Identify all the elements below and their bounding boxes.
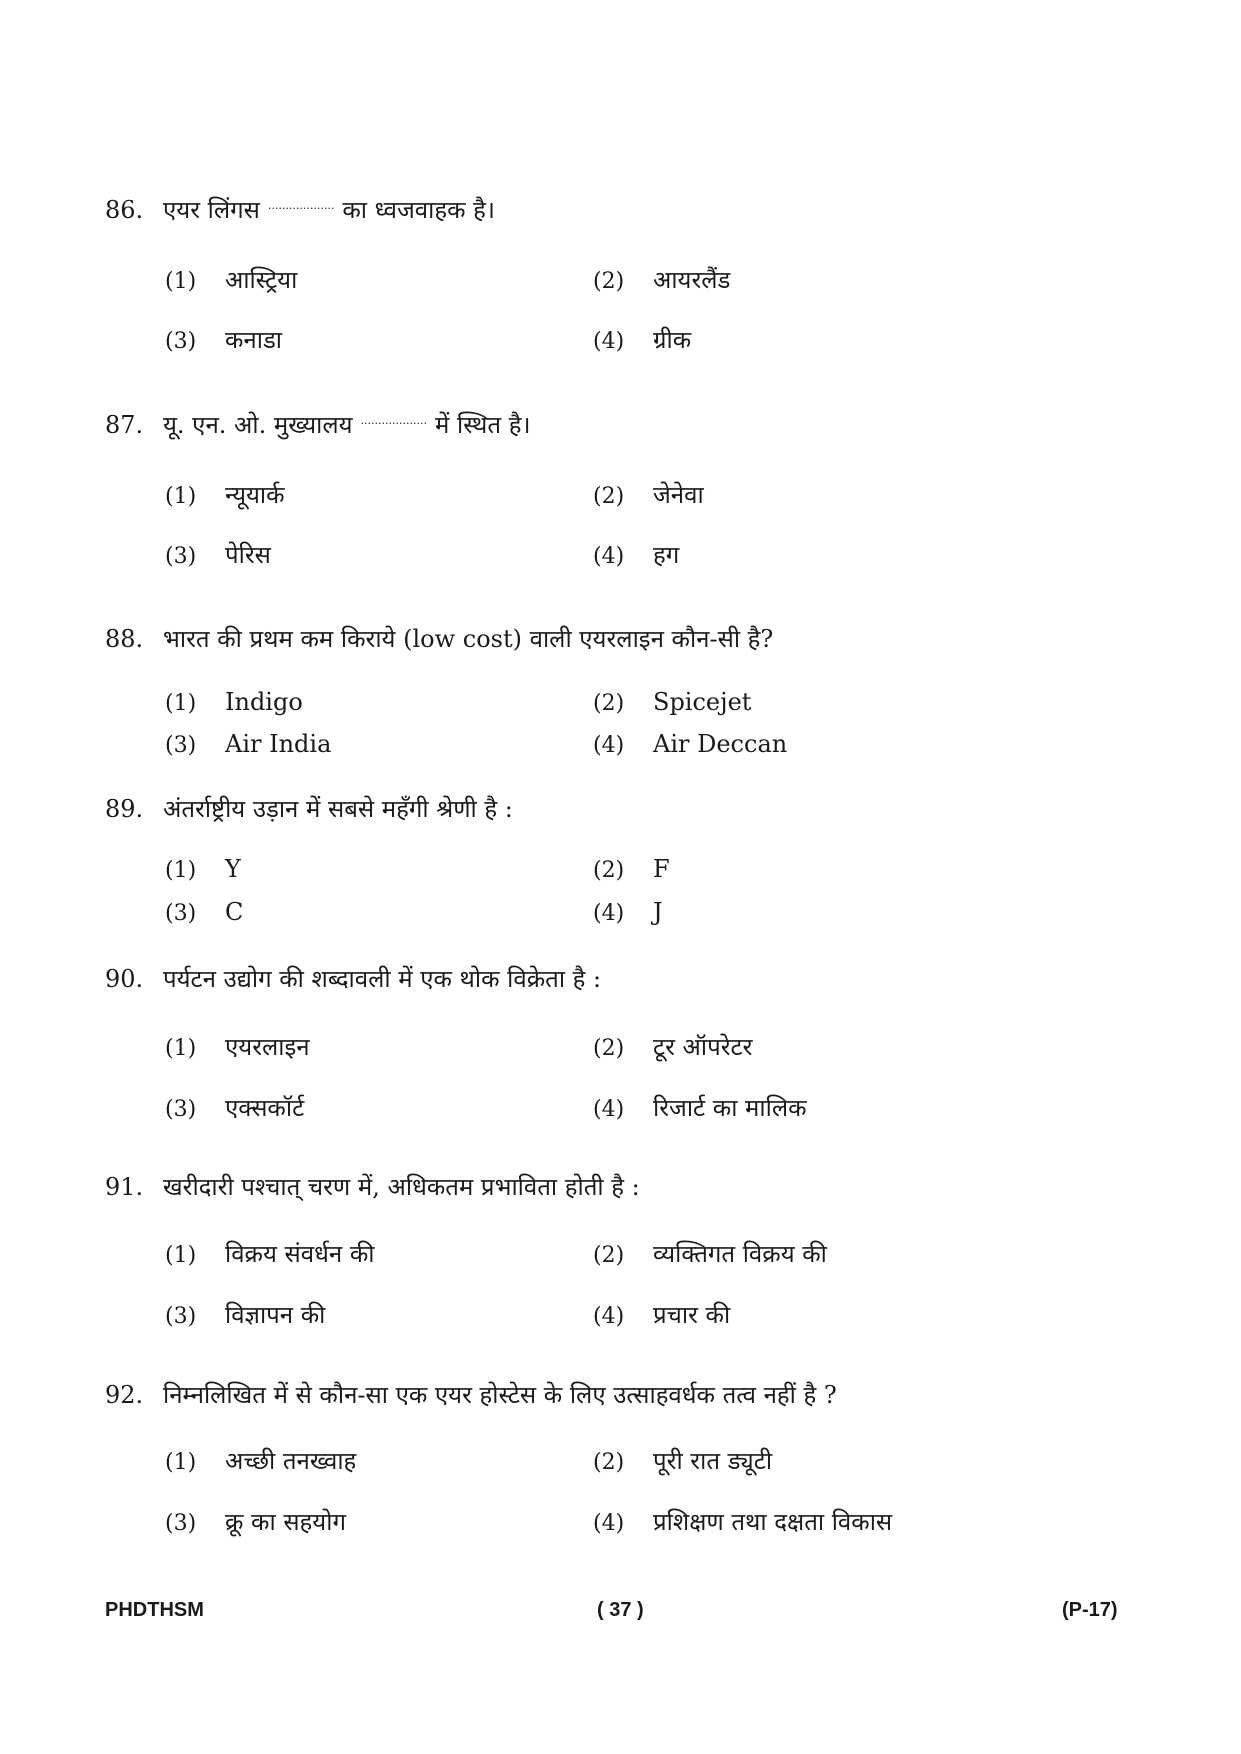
question-number: 89. — [105, 795, 144, 823]
option-text: रिजार्ट का मालिक — [653, 1094, 807, 1122]
option-label: (4) — [593, 901, 625, 926]
option[interactable] — [593, 543, 679, 568]
option-text: अच्छी तनख्वाह — [225, 1447, 357, 1475]
option-label: (1) — [165, 269, 197, 294]
option-label: (3) — [165, 1511, 197, 1536]
option[interactable] — [165, 1096, 304, 1121]
option-label: (3) — [165, 329, 197, 354]
option-label: (4) — [593, 1511, 625, 1536]
option-label: (2) — [593, 269, 625, 294]
option[interactable] — [593, 690, 751, 715]
option-label: (2) — [593, 484, 625, 509]
option[interactable] — [593, 483, 704, 508]
option[interactable] — [165, 690, 303, 715]
option-label: (4) — [593, 733, 625, 758]
option-label: (3) — [165, 1304, 197, 1329]
option-text: पेरिस — [225, 541, 271, 569]
option[interactable] — [593, 268, 730, 293]
option-label: (2) — [593, 691, 625, 716]
option-text: व्यक्तिगत विक्रय की — [653, 1240, 827, 1268]
option[interactable] — [165, 543, 271, 568]
option-label: (4) — [593, 329, 625, 354]
option-text: Indigo — [225, 688, 303, 716]
option-label: (1) — [165, 691, 197, 716]
question-91-stem — [105, 1175, 640, 1199]
option-label: (3) — [165, 733, 197, 758]
question-text: का ध्वजवाहक है। — [342, 196, 495, 224]
question-86-stem — [105, 198, 495, 222]
option[interactable] — [165, 732, 331, 757]
option-label: (1) — [165, 1243, 197, 1268]
question-90-stem — [105, 967, 601, 991]
question-88-stem — [105, 627, 773, 651]
footer-paper-code: PHDTHSM — [105, 1599, 204, 1621]
option-label: (1) — [165, 1450, 197, 1475]
question-number: 92. — [105, 1381, 144, 1409]
option[interactable] — [165, 1242, 374, 1267]
question-number: 88. — [105, 625, 144, 653]
question-text: निम्नलिखित में से कौन-सा एक एयर होस्टेस के लिए उत्साहवर्धक तत्व नहीं है ? — [163, 1381, 837, 1409]
option-label: (1) — [165, 858, 197, 883]
option-text: जेनेवा — [653, 481, 704, 509]
question-text: भारत की प्रथम कम किराये (low cost) वाली एयरलाइन कौन-सी है? — [163, 625, 774, 653]
option[interactable] — [593, 1096, 807, 1121]
option-label: (3) — [165, 544, 197, 569]
option-label: (2) — [593, 1036, 625, 1061]
option-text: Air India — [225, 730, 332, 758]
option-text: क्रू का सहयोग — [225, 1508, 346, 1536]
option-label: (1) — [165, 484, 197, 509]
option[interactable] — [593, 857, 670, 882]
question-text: अंतर्राष्ट्रीय उड़ान में सबसे महँगी श्रेणी है : — [163, 795, 513, 823]
option-label: (2) — [593, 1450, 625, 1475]
question-92-stem — [105, 1383, 837, 1407]
question-number: 87. — [105, 411, 144, 439]
option[interactable] — [593, 1242, 827, 1267]
option[interactable] — [593, 732, 787, 757]
option[interactable] — [165, 1510, 346, 1535]
blank: ................... — [360, 414, 427, 427]
question-text: एयर लिंगस — [163, 196, 260, 224]
option[interactable] — [165, 1035, 310, 1060]
option[interactable] — [165, 328, 282, 353]
option[interactable] — [593, 328, 691, 353]
question-text: खरीदारी पश्चात् चरण में, अधिकतम प्रभाविता होती है : — [163, 1173, 640, 1201]
option-label: (4) — [593, 1097, 625, 1122]
option-text: विज्ञापन की — [225, 1301, 326, 1329]
option-text: एक्सकॉर्ट — [225, 1094, 305, 1122]
option[interactable] — [593, 1510, 892, 1535]
question-text: यू. एन. ओ. मुख्यालय — [163, 411, 353, 439]
option[interactable] — [593, 1303, 730, 1328]
option-text: एयरलाइन — [225, 1033, 310, 1061]
option-text: पूरी रात ड्यूटी — [653, 1447, 773, 1475]
option-text: Air Deccan — [653, 730, 788, 758]
blank: ................... — [267, 199, 335, 212]
footer-set-code: (P-17) — [1062, 1599, 1118, 1621]
option-label: (2) — [593, 1243, 625, 1268]
option-label: (2) — [593, 858, 625, 883]
option-text: न्यूयार्क — [225, 481, 285, 509]
option-text: कनाडा — [225, 326, 283, 354]
option[interactable] — [165, 900, 243, 925]
question-number: 91. — [105, 1173, 144, 1201]
option-text: टूर ऑपरेटर — [653, 1033, 753, 1061]
option-text: ग्रीक — [653, 326, 692, 354]
option-label: (3) — [165, 901, 197, 926]
option-label: (1) — [165, 1036, 197, 1061]
question-text: में स्थित है। — [435, 411, 531, 439]
footer-page-number: ( 37 ) — [597, 1599, 644, 1621]
option[interactable] — [165, 483, 285, 508]
option[interactable] — [593, 1449, 772, 1474]
question-number: 86. — [105, 196, 144, 224]
option-label: (3) — [165, 1097, 197, 1122]
option-text: F — [653, 855, 670, 883]
option-label: (4) — [593, 1304, 625, 1329]
option-text: प्रशिक्षण तथा दक्षता विकास — [653, 1508, 893, 1536]
option-text: प्रचार की — [653, 1301, 731, 1329]
option-text: आयरलैंड — [653, 266, 731, 294]
option[interactable] — [165, 1303, 325, 1328]
option-label: (4) — [593, 544, 625, 569]
question-87-stem — [105, 413, 531, 437]
question-89-stem — [105, 797, 513, 821]
option-text: J — [653, 898, 663, 926]
option[interactable] — [165, 1449, 356, 1474]
option-text: C — [225, 898, 244, 926]
option[interactable] — [593, 900, 663, 925]
option[interactable] — [165, 268, 297, 293]
question-number: 90. — [105, 965, 144, 993]
option[interactable] — [165, 857, 241, 882]
option-text: विक्रय संवर्धन की — [225, 1240, 375, 1268]
option-text: Spicejet — [653, 688, 752, 716]
option-text: हग — [653, 541, 680, 569]
option-text: आस्ट्रिया — [225, 266, 298, 294]
option[interactable] — [593, 1035, 752, 1060]
option-text: Y — [225, 855, 241, 883]
question-text: पर्यटन उद्योग की शब्दावली में एक थोक विक्रेता है : — [163, 965, 602, 993]
